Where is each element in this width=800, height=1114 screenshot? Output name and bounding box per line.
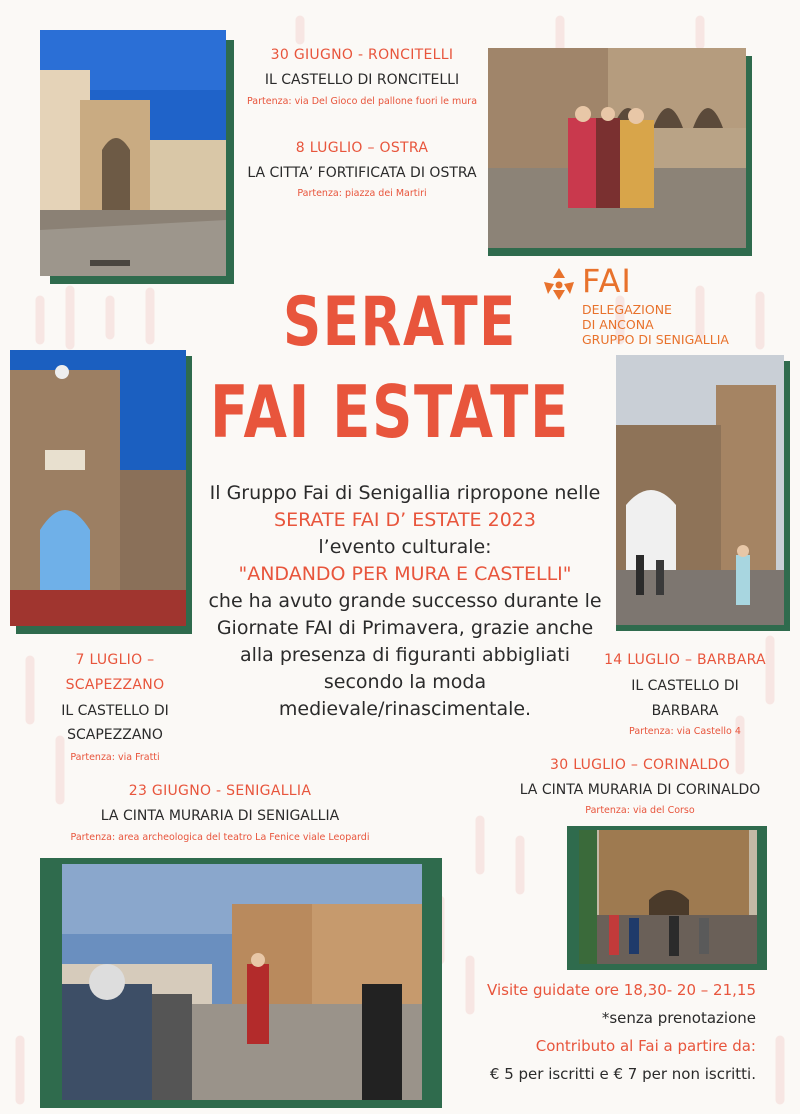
event-barbara-date: 14 LUGLIO – BARBARA <box>604 652 766 668</box>
intro-line6: Giornate FAI di Primavera, grazie anche <box>216 617 594 639</box>
intro-paragraph <box>190 480 620 723</box>
photo-ostra <box>488 48 752 256</box>
photo-scapezzano <box>10 350 192 634</box>
photo-barbara <box>616 355 790 631</box>
event-scapezzano-place-line2: SCAPEZZANO <box>67 727 163 743</box>
event-scapezzano-date-line1: 7 LUGLIO – <box>75 652 155 668</box>
event-corinaldo-departure: Partenza: via del Corso <box>585 805 695 816</box>
event-corinaldo-date: 30 LUGLIO – CORINALDO <box>550 757 730 773</box>
intro-line7: alla presenza di figuranti abbigliati <box>239 644 571 666</box>
event-scapezzano-date-line2: SCAPEZZANO <box>65 677 165 693</box>
intro-line4: "ANDANDO PER MURA E CASTELLI" <box>238 563 572 585</box>
visit-times: Visite guidate ore 18,30- 20 – 21,15 <box>487 981 756 999</box>
visit-booking: *senza prenotazione <box>601 1009 756 1027</box>
event-senigallia-place: LA CINTA MURARIA DI SENIGALLIA <box>100 808 340 824</box>
event-ostra-departure: Partenza: piazza dei Martiri <box>297 188 427 199</box>
intro-line8: secondo la moda <box>323 671 487 693</box>
intro-line5: che ha avuto grande successo durante le <box>208 590 602 612</box>
event-senigallia-date: 23 GIUGNO - SENIGALLIA <box>128 783 312 799</box>
event-roncitelli-place: IL CASTELLO DI RONCITELLI <box>264 72 460 88</box>
photo-senigallia <box>40 858 442 1108</box>
intro-line3: l’evento culturale: <box>318 536 492 558</box>
photo-roncitelli <box>40 30 234 284</box>
event-roncitelli-departure: Partenza: via Del Gioco del pallone fuori le mura <box>246 96 478 107</box>
visit-info <box>487 976 756 1088</box>
event-ostra-date: 8 LUGLIO – OSTRA <box>295 140 429 156</box>
fai-delegation-line1: DELEGAZIONE <box>582 302 672 317</box>
event-barbara-place-line1: IL CASTELLO DI <box>631 678 739 694</box>
event-scapezzano-departure: Partenza: via Fratti <box>70 752 160 763</box>
photo-corinaldo <box>567 826 767 970</box>
intro-line2: SERATE FAI D’ ESTATE 2023 <box>274 509 536 531</box>
intro-line1: Il Gruppo Fai di Senigallia ripropone nelle <box>209 482 601 504</box>
event-ostra-place: LA CITTA’ FORTIFICATA DI OSTRA <box>247 165 477 181</box>
visit-prices: € 5 per iscritti e € 7 per non iscritti. <box>489 1065 756 1083</box>
fai-delegation-line3: GRUPPO DI SENIGALLIA <box>582 332 729 347</box>
event-senigallia-departure: Partenza: area archeologica del teatro La Fenice viale Leopardi <box>70 832 370 843</box>
event-barbara-place-line2: BARBARA <box>651 703 719 719</box>
visit-contribution: Contributo al Fai a partire da: <box>535 1037 756 1055</box>
title-line2: FAI ESTATE <box>210 370 570 454</box>
title-line1: SERATE <box>283 283 517 362</box>
event-roncitelli-date: 30 GIUGNO - RONCITELLI <box>270 47 454 63</box>
event-barbara-departure: Partenza: via Castello 4 <box>629 726 741 737</box>
fai-delegation-line2: DI ANCONA <box>582 317 654 332</box>
fai-brand: FAI <box>582 262 632 300</box>
intro-line9: medievale/rinascimentale. <box>278 698 532 720</box>
event-scapezzano-place-line1: IL CASTELLO DI <box>61 703 169 719</box>
event-corinaldo-place: LA CINTA MURARIA DI CORINALDO <box>519 782 761 798</box>
